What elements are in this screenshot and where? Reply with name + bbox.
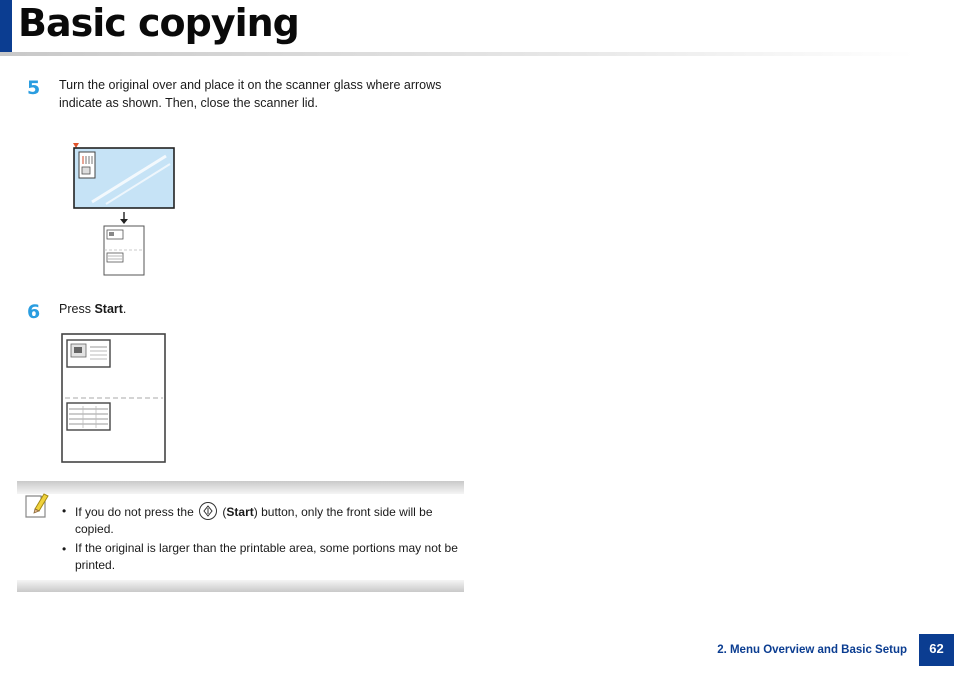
note-item-1 bbox=[75, 502, 465, 538]
card-back-copy bbox=[67, 403, 110, 430]
note-item-2 bbox=[75, 540, 465, 574]
footer-section-title: 2. Menu Overview and Basic Setup bbox=[717, 644, 907, 656]
bullet-marker: • bbox=[62, 504, 67, 518]
note-item-1-line-2: copied. bbox=[75, 522, 114, 536]
pencil-note-icon bbox=[24, 492, 50, 520]
step-number-6: 6 bbox=[27, 301, 41, 323]
step-5-line-2: indicate as shown. Then, close the scanner lid. bbox=[59, 96, 318, 110]
step-6-prefix: Press bbox=[59, 302, 95, 316]
step-5-line-1: Turn the original over and place it on the scanner glass where arrows bbox=[59, 78, 442, 92]
copy-result-illustration bbox=[61, 333, 167, 464]
scanner-glass-illustration bbox=[70, 142, 180, 277]
page-number: 62 bbox=[919, 634, 954, 666]
bullet-marker: • bbox=[62, 542, 67, 556]
note-item-1-open: ( bbox=[219, 505, 227, 519]
note-top-border bbox=[17, 481, 464, 494]
page-title: Basic copying bbox=[18, 1, 299, 45]
note-item-1-before: If you do not press the bbox=[75, 505, 198, 519]
step-number-5: 5 bbox=[27, 77, 41, 99]
step-6-start-label: Start bbox=[94, 302, 123, 316]
note-bottom-border bbox=[17, 580, 464, 592]
title-divider bbox=[0, 52, 915, 56]
title-accent-bar bbox=[0, 0, 12, 52]
note-item-1-after: ) button, only the front side will be bbox=[253, 505, 433, 519]
note-item-1-start-label: Start bbox=[226, 505, 254, 519]
start-button-icon bbox=[199, 502, 217, 520]
step-6-suffix: . bbox=[122, 302, 127, 316]
step-5-text bbox=[59, 76, 441, 112]
step-6-text bbox=[59, 300, 126, 318]
note-item-2-line-2: printed. bbox=[75, 558, 116, 572]
note-item-2-line-1: If the original is larger than the printable area, some portions may not be bbox=[75, 541, 458, 555]
